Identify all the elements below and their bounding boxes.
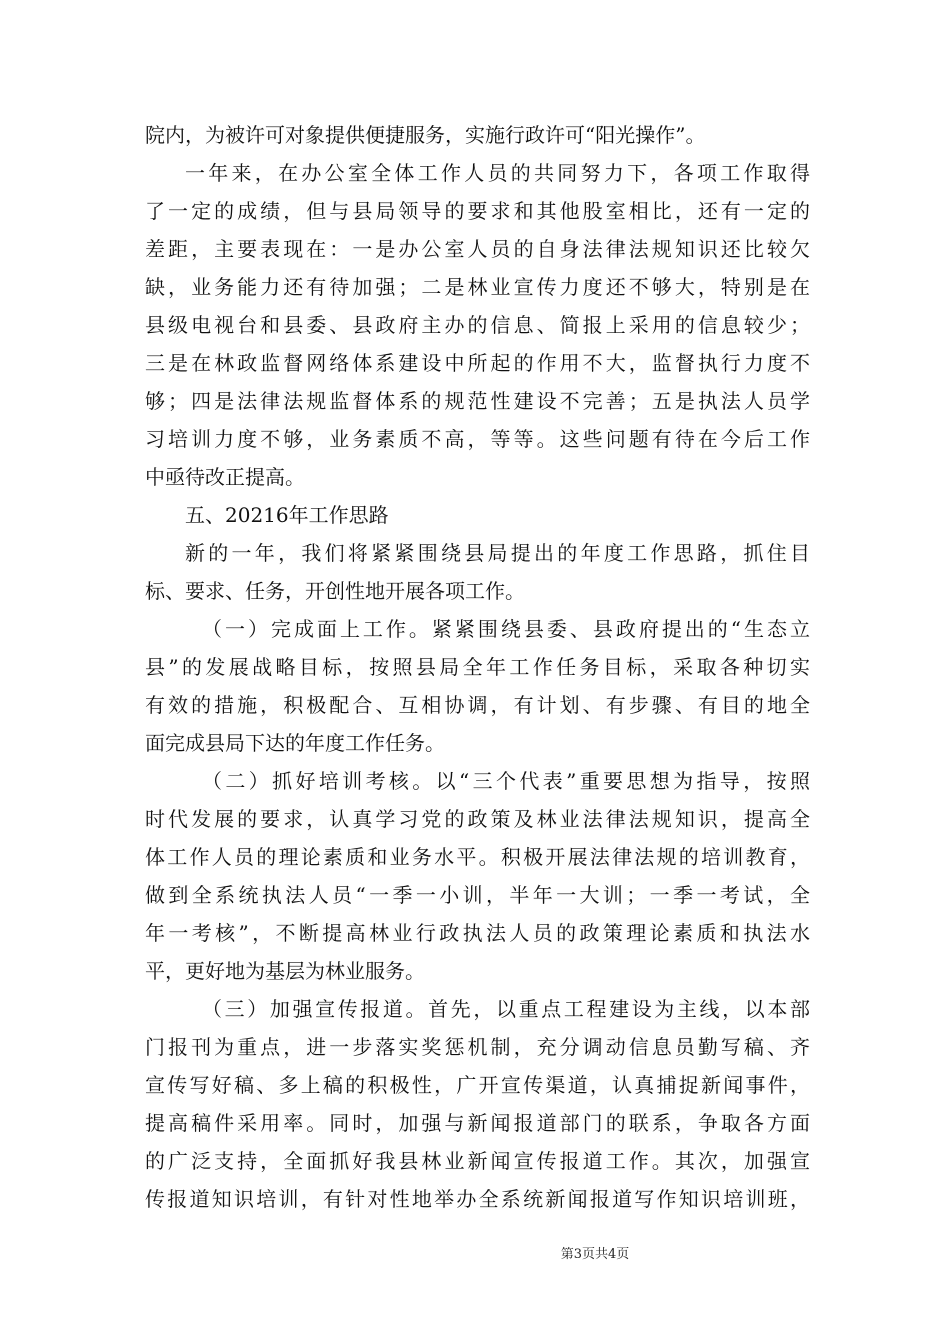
body-line: 中亟待改正提高。	[145, 465, 305, 489]
body-line: 提高稿件采用率。同时，加强与新闻报道部门的联系，争取各方面	[145, 1111, 810, 1135]
body-line: 习培训力度不够，业务素质不高，等等。这些问题有待在今后工作	[145, 427, 810, 451]
body-line: 平，更好地为基层为林业服务。	[145, 959, 425, 983]
body-line: 县级电视台和县委、县政府主办的信息、简报上采用的信息较少；	[145, 313, 810, 337]
body-line: 面完成县局下达的年度工作任务。	[145, 731, 445, 755]
body-line: 宣传写好稿、多上稿的积极性，广开宣传渠道，认真捕捉新闻事件，	[145, 1073, 810, 1097]
section-heading: 五、20216年工作思路	[185, 503, 389, 527]
body-line: 体工作人员的理论素质和业务水平。积极开展法律法规的培训教育，	[145, 845, 810, 869]
body-line: 门报刊为重点，进一步落实奖惩机制，充分调动信息员勤写稿、齐	[145, 1035, 810, 1059]
body-line: 缺，业务能力还有待加强；二是林业宣传力度还不够大，特别是在	[145, 275, 810, 299]
body-line: 新的一年，我们将紧紧围绕县局提出的年度工作思路，抓住目	[185, 541, 810, 565]
body-line: （三）加强宣传报道。首先，以重点工程建设为主线，以本部	[202, 997, 810, 1021]
body-line: （二）抓好培训考核。以“三个代表”重要思想为指导，按照	[202, 769, 810, 793]
body-line: 年一考核”，不断提高林业行政执法人员的政策理论素质和执法水	[145, 921, 810, 945]
body-line: 够；四是法律法规监督体系的规范性建设不完善；五是执法人员学	[145, 389, 810, 413]
body-line: 有效的措施，积极配合、互相协调，有计划、有步骤、有目的地全	[145, 693, 810, 717]
body-line: 院内，为被许可对象提供便捷服务，实施行政许可“阳光操作”。	[145, 123, 706, 147]
body-line: 时代发展的要求，认真学习党的政策及林业法律法规知识，提高全	[145, 807, 810, 831]
body-line: 差距，主要表现在：一是办公室人员的自身法律法规知识还比较欠	[145, 237, 810, 261]
page-number-footer: 第3页共4页	[560, 1247, 630, 1262]
body-line: 县”的发展战略目标，按照县局全年工作任务目标，采取各种切实	[145, 655, 810, 679]
body-line: 做到全系统执法人员“一季一小训，半年一大训；一季一考试，全	[145, 883, 810, 907]
body-line: 了一定的成绩，但与县局领导的要求和其他股室相比，还有一定的	[145, 199, 810, 223]
body-line: 的广泛支持，全面抓好我县林业新闻宣传报道工作。其次，加强宣	[145, 1149, 810, 1173]
body-line: 标、要求、任务，开创性地开展各项工作。	[145, 579, 525, 603]
body-line: 传报道知识培训，有针对性地举办全系统新闻报道写作知识培训班，	[145, 1187, 810, 1211]
body-line: 三是在林政监督网络体系建设中所起的作用不大，监督执行力度不	[145, 351, 810, 375]
body-line: 一年来，在办公室全体工作人员的共同努力下，各项工作取得	[185, 161, 810, 185]
body-line: （一）完成面上工作。紧紧围绕县委、县政府提出的“生态立	[202, 617, 810, 641]
